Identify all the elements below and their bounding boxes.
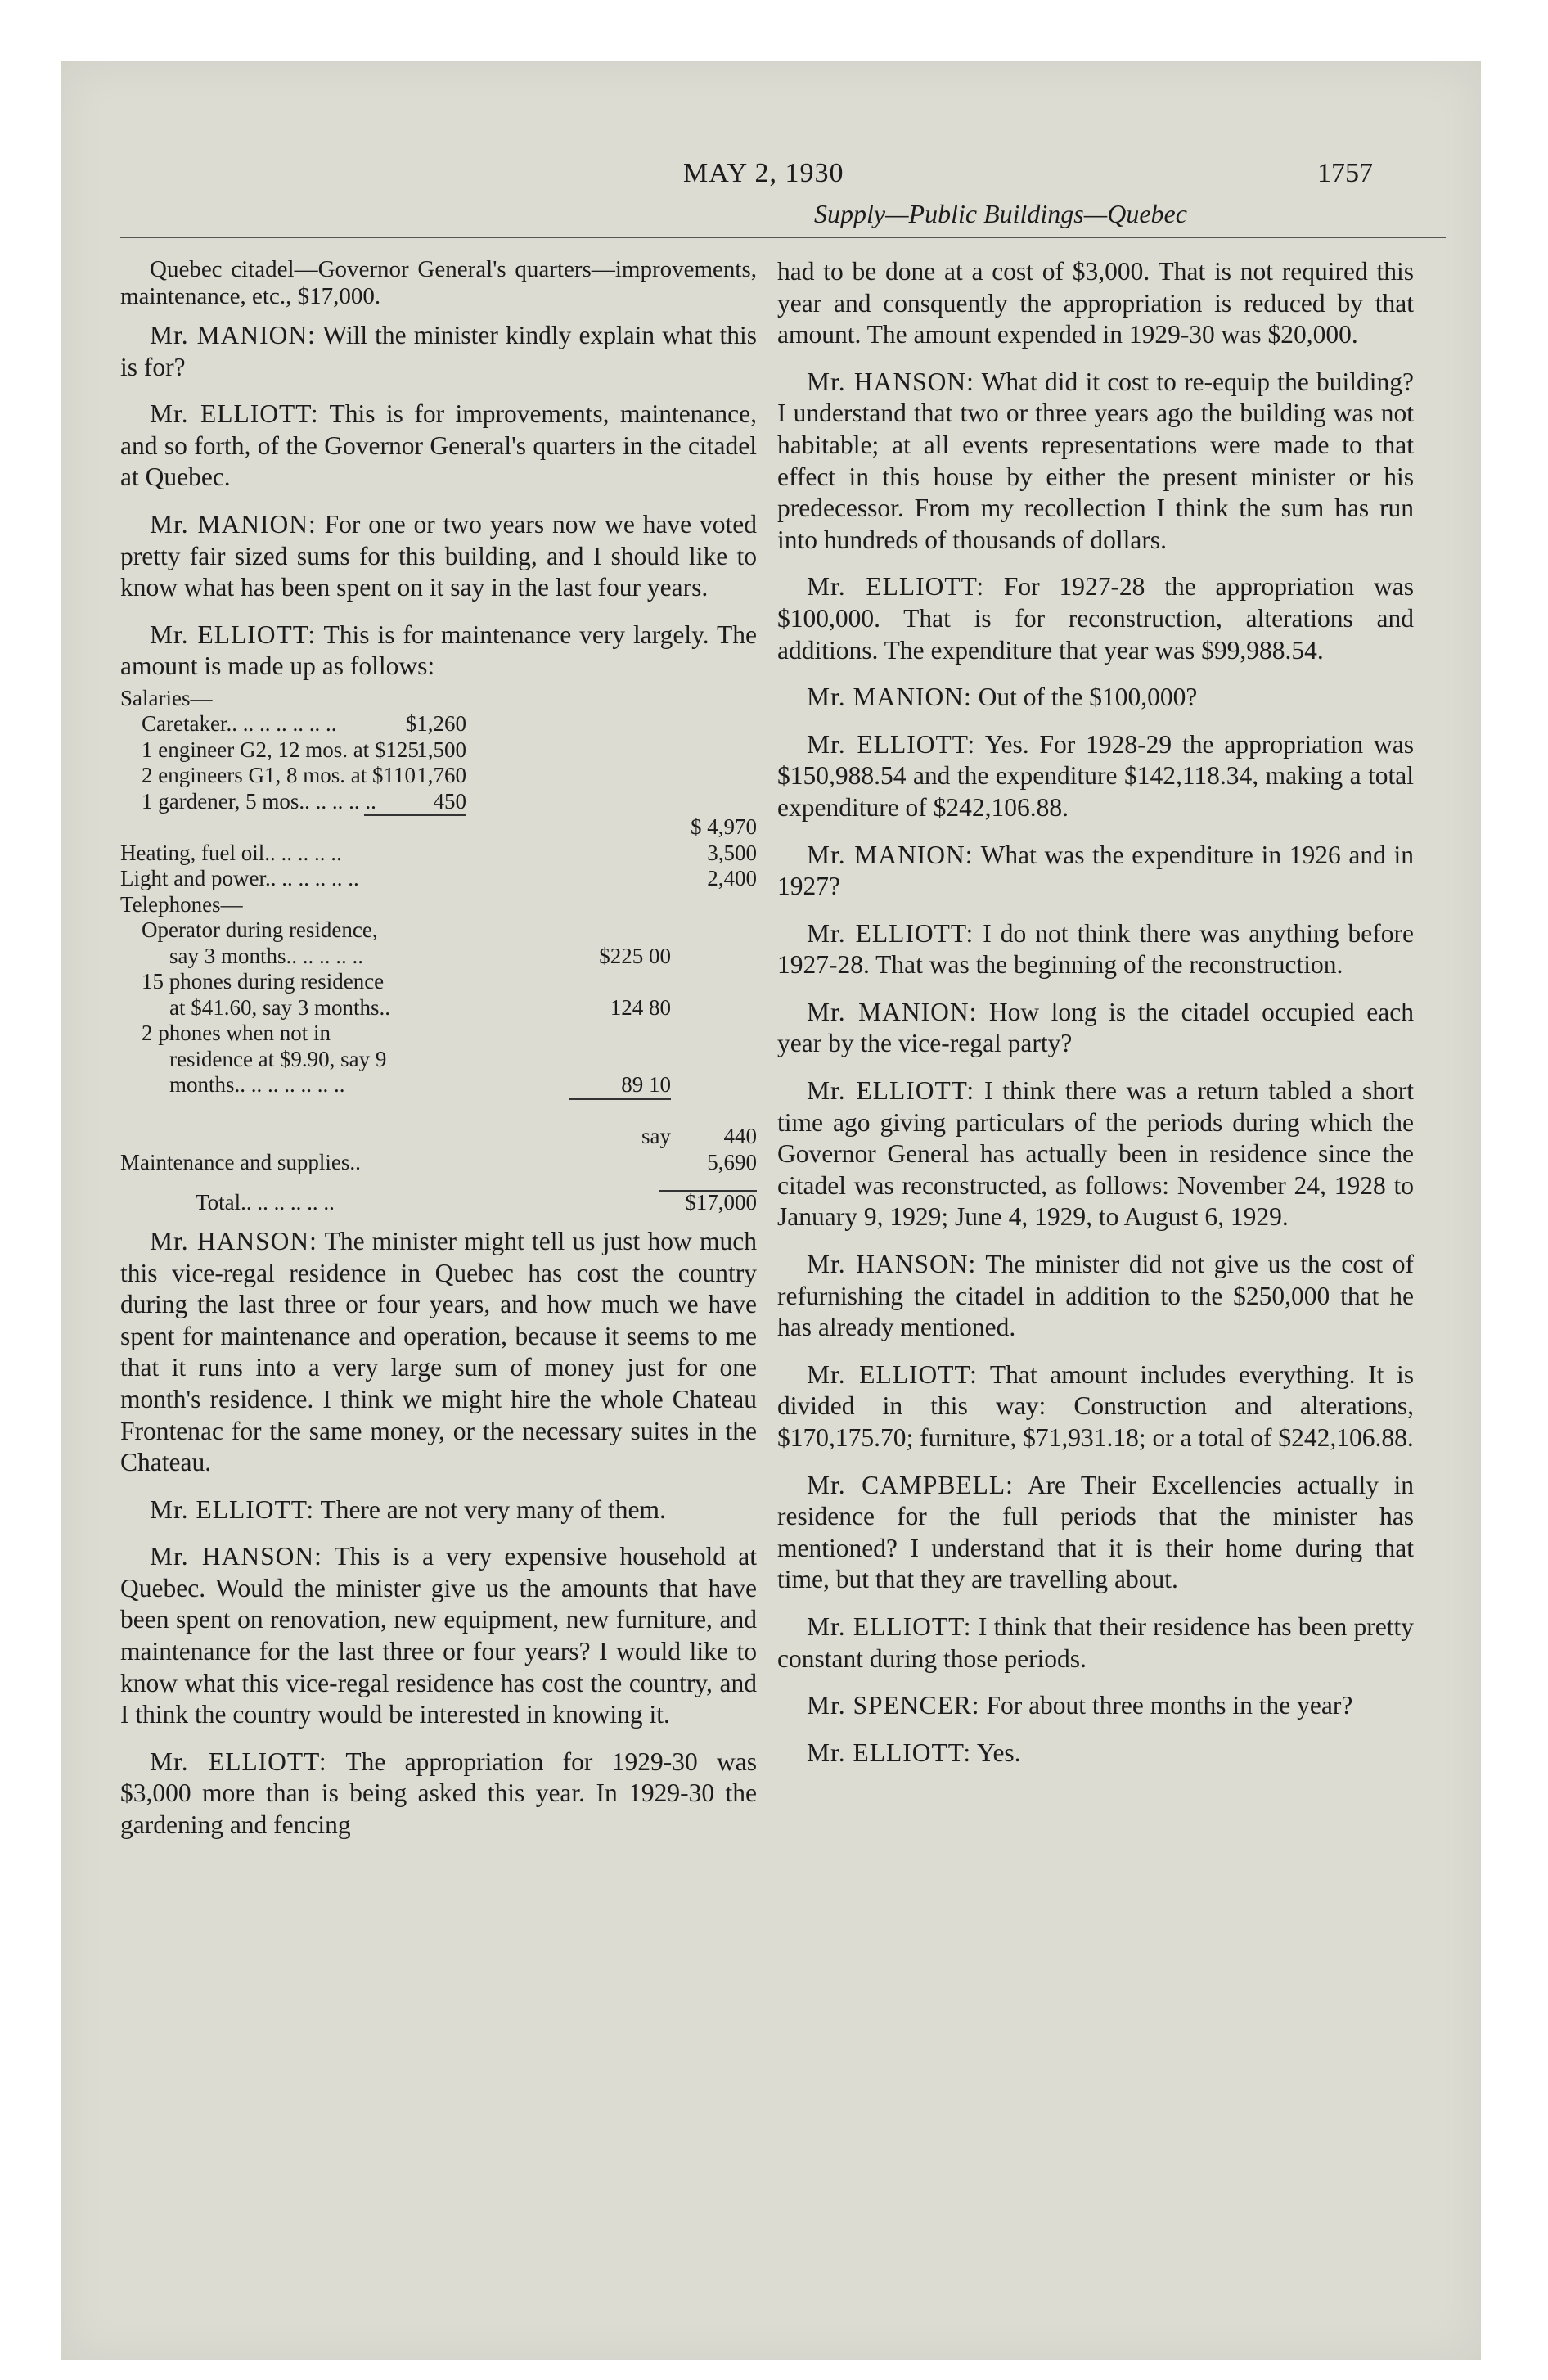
speech-paragraph [120, 1494, 757, 1526]
header-page-number: 1757 [1317, 158, 1373, 188]
speech-paragraph [777, 840, 1414, 903]
speech-paragraph [777, 571, 1414, 666]
table-row [120, 995, 757, 1021]
speech-text: Yes. [971, 1738, 1021, 1767]
speech-text: The minister might tell us just how much this vice-regal residence in Quebec has cost the country during the last three or four years, and how much we have spent for maintenance and operation, because it seems to me that it runs into a very large sum of money just for one month's residence. I think we might hire the whole Chateau Frontenac for the same money, or the necessary suites in the Chateau. [120, 1226, 757, 1477]
line-label: say 3 months.. .. .. .. .. [169, 943, 364, 968]
table-row [120, 737, 757, 764]
table-row [120, 1150, 757, 1176]
speech-paragraph [120, 1747, 757, 1841]
speaker-name: Mr. ELLIOTT: [807, 918, 974, 948]
table-row [120, 814, 757, 841]
line-amount: 3,500 [707, 840, 757, 865]
speaker-name: Mr. MANION: [807, 683, 972, 712]
subtotal-rule [569, 1098, 671, 1100]
table-row [120, 1072, 757, 1098]
header-date: MAY 2, 1930 [683, 158, 844, 188]
speech-text: There are not very many of them. [314, 1494, 666, 1524]
speech-text: Out of the $100,000? [971, 683, 1198, 712]
line-amount: 89 10 [621, 1072, 671, 1098]
line-label: Light and power.. .. .. .. .. .. [120, 866, 359, 891]
speech-paragraph [120, 399, 757, 494]
say-label: say [641, 1124, 671, 1149]
table-row [120, 866, 757, 892]
speech-text: That amount includes everything. It is divided in this way: Construction and alterations, $170,175.70; furniture, $71,931.18; or a total of $242,106.88. [777, 1359, 1415, 1452]
table-row [120, 686, 757, 712]
speech-text: Will the minister kindly explain what this is for? [120, 321, 757, 381]
speech-paragraph [777, 1470, 1414, 1596]
table-row [120, 789, 757, 815]
line-label: 1 gardener, 5 mos.. .. .. .. .. [142, 788, 376, 814]
table-row [120, 1021, 757, 1047]
speech-text: For one or two years now we have voted pretty fair sized sums for this building, and I should like to know what has been spent on it say in the last four years. [120, 509, 757, 602]
table-row [120, 944, 757, 970]
speech-text: What did it cost to re-equip the building? I understand that two or three years ago the building was not habitable; at all events representations were made to that effect in this house by either the present minister or his predecessor. From my recollection I think the sum has run into hundreds of thousands of dollars. [777, 367, 1414, 554]
speech-paragraph [777, 997, 1414, 1060]
speaker-name: Mr. MANION: [807, 997, 978, 1026]
line-amount: $225 00 [599, 943, 671, 968]
line-label: months.. .. .. .. .. .. .. [169, 1072, 345, 1098]
header-subtitle: Supply—Public Buildings—Quebec [814, 199, 1187, 228]
speaker-name: Mr. ELLIOTT: [150, 620, 317, 649]
total-label: Total.. .. .. .. .. .. [196, 1190, 335, 1215]
line-label: at $41.60, say 3 months.. [169, 994, 390, 1020]
line-amount: 1,500 [416, 737, 466, 762]
speech-text: For 1927-28 the appropriation was $100,000. That is for reconstruction, alterations and additions. The expenditure that year was $99,988.54. [777, 572, 1415, 665]
table-row [120, 917, 757, 944]
speaker-name: Mr. HANSON: [150, 1542, 322, 1571]
table-row [120, 1047, 757, 1073]
line-label: 2 phones when not in [142, 1021, 331, 1046]
speech-paragraph [777, 1690, 1414, 1722]
speech-text: Are Their Excellencies actually in residence for the full periods that the minister has mentioned? I understand that it is their home during that time, but that they are travelling about. [777, 1470, 1414, 1594]
speaker-name: Mr. ELLIOTT: [150, 1747, 327, 1776]
speech-paragraph [777, 1075, 1414, 1233]
total-amount: $17,000 [685, 1190, 757, 1215]
line-amount: 124 80 [610, 994, 671, 1020]
table-row [120, 711, 757, 737]
line-label: residence at $9.90, say 9 [169, 1046, 387, 1071]
speech-paragraph [777, 1249, 1414, 1344]
hansard-page [61, 61, 1481, 2360]
speech-paragraph [777, 256, 1414, 351]
line-label: Operator during residence, [142, 917, 378, 943]
speaker-name: Mr. MANION: [150, 321, 316, 349]
speaker-name: Mr. ELLIOTT: [807, 1611, 972, 1641]
speech-paragraph [777, 1611, 1414, 1675]
line-label: 1 engineer G2, 12 mos. at $125 [142, 737, 419, 762]
speaker-name: Mr. ELLIOTT: [807, 1738, 972, 1767]
speech-paragraph [120, 320, 757, 383]
speech-paragraph [120, 509, 757, 604]
table-row [120, 892, 757, 918]
line-label: 15 phones during residence [142, 969, 385, 994]
speech-text: For about three months in the year? [979, 1691, 1353, 1720]
speaker-name: Mr. HANSON: [807, 1250, 977, 1279]
line-label: Maintenance and supplies.. [120, 1149, 361, 1174]
telephones-heading: Telephones— [120, 891, 243, 917]
subtotal-amount: $ 4,970 [691, 814, 757, 840]
speech-text: This is for maintenance very largely. The amount is made up as follows: [120, 620, 757, 681]
speech-text: This is a very expensive household at Quebec. Would the minister give us the amounts that have been spent on renovation, new equipment, new furniture, and maintenance for the last three or four years? I would like to know what this vice-regal residence has cost the country, and I think the country would be interested in knowing it. [120, 1542, 757, 1729]
speech-text: I do not think there was anything before 1927-28. That was the beginning of the reconstruction. [777, 918, 1414, 980]
subtotal-rule [364, 814, 466, 816]
table-row [120, 841, 757, 867]
speaker-name: Mr. CAMPBELL: [807, 1470, 1014, 1499]
line-amount: 440 [723, 1124, 757, 1149]
line-amount: 450 [433, 788, 466, 814]
table-row [120, 969, 757, 995]
speech-text: Yes. For 1928-29 the appropriation was $150,988.54 and the expenditure $142,118.34, making a total expenditure of $242,106.88. [777, 729, 1414, 822]
speech-text: The minister did not give us the cost of refurnishing the citadel in addition to the $250,000 that he has already mentioned. [777, 1250, 1414, 1342]
table-row [120, 1190, 757, 1216]
line-label: Caretaker.. .. .. .. .. .. .. [142, 711, 337, 737]
salaries-heading: Salaries— [120, 685, 213, 710]
speaker-name: Mr. MANION: [807, 840, 974, 869]
speaker-name: Mr. HANSON: [807, 367, 974, 396]
speaker-name: Mr. ELLIOTT: [807, 1076, 975, 1106]
speaker-name: Mr. HANSON: [150, 1226, 317, 1255]
speech-text: The appropriation for 1929-30 was $3,000 more than is being asked this year. In 1929-30 the gardening and fencing [120, 1747, 758, 1840]
line-amount: 5,690 [707, 1149, 757, 1174]
speaker-name: Mr. SPENCER: [807, 1691, 980, 1720]
speech-text: had to be done at a cost of $3,000. That is not required this year and consquently the appropriation is reduced by that amount. The amount expended in 1929-30 was $20,000. [777, 257, 1414, 349]
estimate-item-title: Quebec citadel—Governor General's quarters—improvements, maintenance, etc., $17,000. [120, 256, 757, 309]
table-row [120, 763, 757, 789]
speech-paragraph [120, 1226, 757, 1479]
speaker-name: Mr. MANION: [150, 509, 317, 539]
estimate-breakdown-table [120, 686, 757, 1216]
speech-text: How long is the citadel occupied each year by the vice-regal party? [777, 997, 1414, 1058]
speech-paragraph [777, 1738, 1414, 1769]
speech-paragraph [777, 729, 1414, 824]
speaker-name: Mr. ELLIOTT: [807, 729, 976, 759]
header-rule [120, 237, 1446, 238]
speech-text: What was the expenditure in 1926 and in 1927? [777, 840, 1414, 901]
speech-paragraph [777, 367, 1414, 557]
line-label: Heating, fuel oil.. .. .. .. .. [120, 840, 342, 865]
speaker-name: Mr. ELLIOTT: [807, 1359, 978, 1389]
speaker-name: Mr. ELLIOTT: [807, 572, 985, 602]
table-row [120, 1124, 757, 1150]
speech-text: This is for improvements, maintenance, and so forth, of the Governor General's quarters in the citadel at Quebec. [120, 399, 757, 492]
speech-paragraph [777, 682, 1414, 714]
speech-text: I think that their residence has been pretty constant during those periods. [777, 1611, 1414, 1673]
table-row [120, 1098, 757, 1125]
speech-paragraph [120, 620, 757, 683]
speech-text: I think there was a return tabled a short time ago giving particulars of the periods during which the Governor General has actually been in residence since the citadel was reconstructed, as follows: November 24, 1928 to January 9, 1929; June 4, 1929, to August 6, 1929. [777, 1076, 1415, 1232]
line-amount: $1,260 [405, 711, 466, 737]
left-column [120, 256, 757, 1857]
line-amount: 1,760 [416, 763, 466, 788]
speech-paragraph [120, 1541, 757, 1731]
speech-paragraph [777, 1359, 1414, 1454]
speech-paragraph [777, 918, 1414, 981]
line-label: 2 engineers G1, 8 mos. at $110 [142, 763, 416, 788]
speaker-name: Mr. ELLIOTT: [150, 399, 319, 429]
speaker-name: Mr. ELLIOTT: [150, 1494, 315, 1524]
line-amount: 2,400 [707, 866, 757, 891]
right-column [777, 256, 1414, 1784]
